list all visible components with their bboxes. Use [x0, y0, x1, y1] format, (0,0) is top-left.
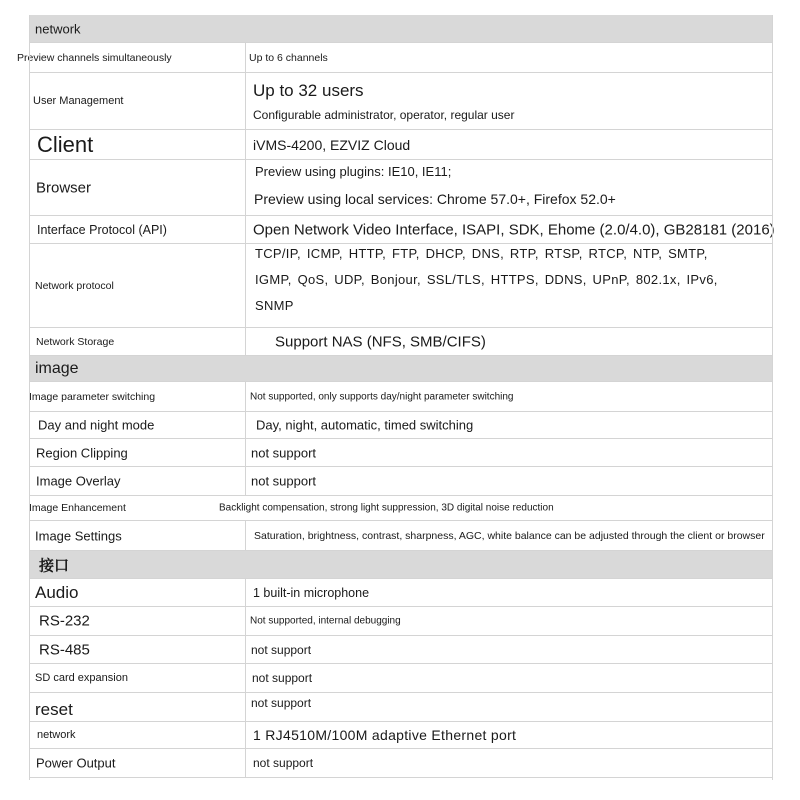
spec-row-reset [29, 693, 773, 722]
row-label: Preview channels simultaneously [17, 51, 172, 64]
section-title: network [35, 21, 81, 36]
row-label: Client [37, 131, 94, 157]
spec-row-rs232 [29, 607, 773, 636]
spec-row-sd-card [29, 664, 773, 693]
section-interface [29, 551, 773, 579]
section-title: 接口 [39, 557, 70, 574]
spec-row-power-output [29, 749, 773, 778]
spec-row-client [29, 130, 773, 160]
row-value-line3: SNMP [255, 298, 294, 313]
row-value: not support [251, 695, 312, 710]
spec-row-network-storage [29, 328, 773, 356]
row-label: reset [35, 699, 73, 719]
row-value: Day, night, automatic, timed switching [256, 417, 474, 433]
spec-row-image-enhancement [29, 496, 773, 521]
row-label: Day and night mode [38, 417, 155, 433]
row-value: not support [251, 473, 317, 489]
row-label: Audio [35, 582, 79, 602]
row-value: Open Network Video Interface, ISAPI, SDK, Ehome (2.0/4.0), GB28181 (2016) [253, 221, 775, 238]
row-label: Image Overlay [36, 473, 121, 489]
spec-row-region-clipping [29, 439, 773, 467]
row-label: network [37, 729, 76, 741]
row-label: User Management [33, 95, 124, 107]
spec-row-image-settings [29, 521, 773, 551]
section-network [29, 15, 773, 43]
row-value-line2: Configurable administrator, operator, regular user [253, 108, 515, 122]
row-value-line2: IGMP, QoS, UDP, Bonjour, SSL/TLS, HTTPS, DDNS, UPnP, 802.1x, IPv6, [255, 272, 718, 287]
spec-row-interface-protocol [29, 216, 773, 244]
row-value: iVMS-4200, EZVIZ Cloud [253, 136, 411, 153]
row-label: Image Enhancement [29, 502, 126, 514]
section-title: image [35, 359, 79, 377]
row-value-line1: Up to 32 users [253, 81, 364, 100]
spec-row-preview-channels [17, 43, 773, 73]
row-value: Not supported, internal debugging [250, 615, 401, 627]
row-value: Support NAS (NFS, SMB/CIFS) [275, 333, 486, 350]
row-label: Network Storage [36, 335, 115, 348]
spec-table [17, 15, 775, 778]
row-label: Power Output [36, 755, 116, 771]
row-label: Image parameter switching [29, 390, 156, 403]
spec-row-audio [29, 579, 773, 607]
spec-row-user-management [29, 73, 773, 130]
row-value: not support [251, 445, 317, 460]
spec-row-network-protocol [29, 244, 773, 328]
spec-row-rs485 [29, 636, 773, 664]
spec-row-day-night-mode [29, 412, 773, 439]
row-value: Saturation, brightness, contrast, sharpness, AGC, white balance can be adjusted through the client or browser [254, 529, 765, 542]
row-value: Not supported, only supports day/night parameter switching [250, 391, 514, 402]
row-label: RS-232 [39, 612, 90, 630]
row-value-line2: Preview using local services: Chrome 57.0+, Firefox 52.0+ [254, 191, 616, 207]
row-label: RS-485 [39, 641, 90, 658]
spec-row-image-parameter-switching [29, 382, 773, 412]
section-image [29, 356, 773, 382]
row-label: Region Clipping [36, 445, 128, 460]
row-label: Browser [36, 179, 92, 196]
row-value-line1: TCP/IP, ICMP, HTTP, FTP, DHCP, DNS, RTP, RTSP, RTCP, NTP, SMTP, [255, 246, 708, 261]
row-value: 1 RJ4510M/100M adaptive Ethernet port [253, 727, 517, 743]
row-value-line1: Preview using plugins: IE10, IE11; [255, 164, 452, 179]
row-value: Up to 6 channels [249, 51, 328, 64]
row-value: 1 built-in microphone [253, 585, 370, 600]
spec-row-browser [29, 160, 773, 216]
row-label: Interface Protocol (API) [37, 222, 167, 237]
row-value: Backlight compensation, strong light suppression, 3D digital noise reduction [219, 502, 554, 514]
row-value: not support [252, 671, 313, 685]
row-label: Network protocol [35, 279, 114, 292]
row-label: Image Settings [35, 528, 122, 543]
row-label: SD card expansion [35, 672, 128, 684]
spec-row-image-overlay [29, 467, 773, 496]
row-value: not support [253, 756, 314, 770]
row-value: not support [251, 642, 312, 657]
spec-row-network-port [29, 722, 773, 749]
